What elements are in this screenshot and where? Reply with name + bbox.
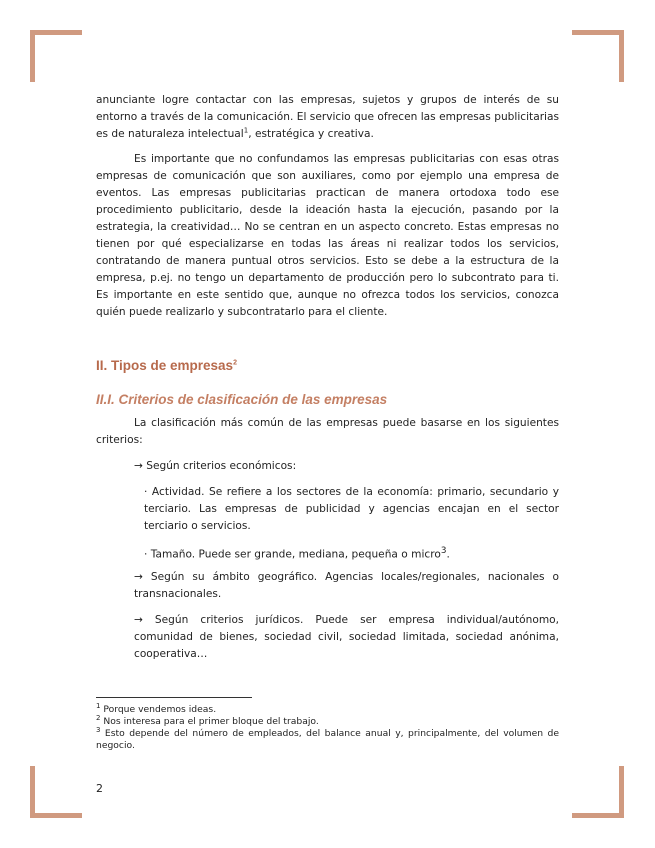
body-text bbox=[96, 92, 559, 321]
corner-top-right-vertical bbox=[619, 30, 624, 82]
section-heading: II. Tipos de empresas$^2$ bbox=[96, 358, 237, 373]
sub-criterion-activity: · Actividad. Se refiere a los sectores de la economía: primario, secundario y terciario. Las empresas de publicidad y agencias encajan en el sector terciario o servicios. bbox=[144, 486, 559, 532]
criterion-legal: → Según criterios jurídicos. Puede ser empresa individual/autónomo, comunidad de bienes, sociedad civil, sociedad limitada, sociedad anónima, cooperativa… bbox=[134, 614, 559, 660]
page-number: 2 bbox=[96, 782, 103, 795]
criterion-geographic: → Según su ámbito geográfico. Agencias locales/regionales, nacionales o transnacionales. bbox=[134, 571, 559, 600]
corner-bottom-right bbox=[572, 813, 624, 818]
corner-bottom-left-vertical bbox=[30, 766, 35, 818]
paragraph-body: Es importante que no confundamos las empresas publicitarias con esas otras empresas de comunicación que son auxiliares, como por ejemplo una empresa de eventos. Las empresas publicitarias practican de manera ortodoxa todo ese procedimiento publicitario, desde la ideación hasta la ejecución, pasando por la estrategia, la creatividad… No se centran en un aspecto concreto. Estas empresas no tienen por qué especializarse en todas las áreas ni realizar todos los servicios, contratando de manera puntual otros servicios. Esto se debe a la estructura de la empresa, p.ej. no tengo un departamento de producción pero lo subcontrato para ti. Es importante en este sentido que, aunque no ofrezca todos los servicios, conozca quién puede realizarlo y subcontratarlo para el cliente. bbox=[96, 153, 559, 318]
corner-bottom-left bbox=[30, 813, 82, 818]
paragraph-classification: La clasificación más común de las empresas puede basarse en los siguientes criterios: bbox=[96, 417, 559, 446]
footnote-ref: 2 bbox=[233, 359, 237, 367]
corner-bottom-right-vertical bbox=[619, 766, 624, 818]
paragraph-intro: anunciante logre contactar con las empresas, sujetos y grupos de interés de su entorno a través de la comunicación. El servicio que ofrecen las empresas publicitarias es de naturaleza intelectual$^1$, estratégica y creativa. bbox=[96, 94, 559, 140]
corner-top-left-vertical bbox=[30, 30, 35, 82]
footnote-3: $^3$ Esto depende del número de empleados, del balance anual y, principalmente, del volumen de negocio. bbox=[96, 725, 559, 751]
subsection-heading: II.I. Criterios de clasificación de las empresas bbox=[96, 392, 388, 407]
footnote-divider bbox=[96, 697, 252, 698]
corner-top-right bbox=[572, 30, 624, 35]
footnote-1: $^1$ Porque vendemos ideas. bbox=[96, 701, 217, 715]
footnote-2: $^2$ Nos interesa para el primer bloque del trabajo. bbox=[96, 713, 319, 727]
sub-criterion-size: · Tamaño. Puede ser grande, mediana, pequeña o micro$^3$. bbox=[144, 546, 450, 561]
criterion-economic: → Según criterios económicos: bbox=[134, 460, 297, 472]
corner-top-left bbox=[30, 30, 82, 35]
footnote-ref: 1 bbox=[243, 126, 249, 135]
footnote-ref: 3 bbox=[440, 546, 447, 556]
